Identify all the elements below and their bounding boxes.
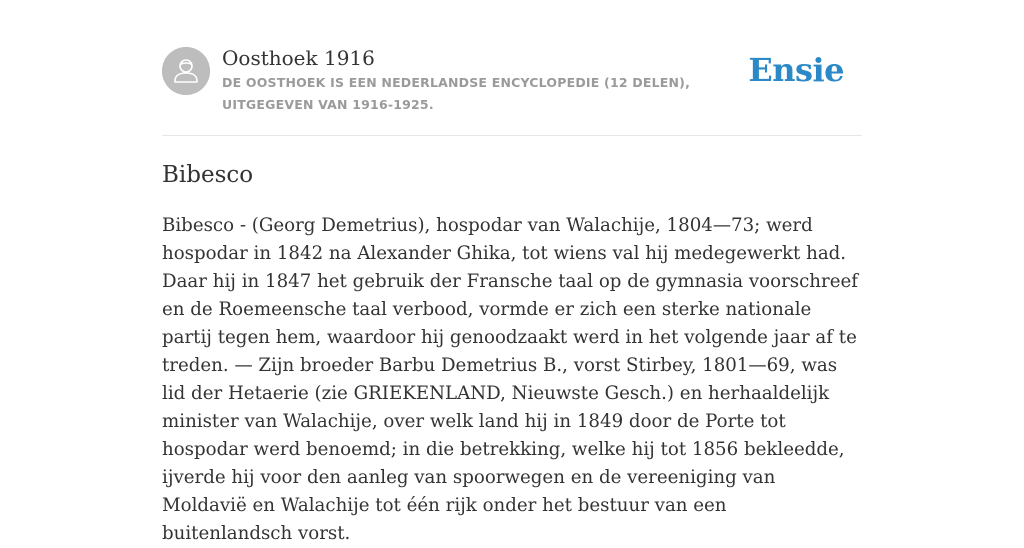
source-title-link[interactable]: Oosthoek 1916 [222,46,375,70]
ensie-logo-link[interactable]: Ensie [748,51,844,89]
entry-body: Bibesco - (Georg Demetrius), hospodar van Walachije, 1804—73; werd hospodar in 1842 na Alexander Ghika, tot wiens val hij medegewerkt had. Daar hij in 1847 het gebruik der Fransche taal op de gymnasia voorschreef en de Roemeensche taal verbood, vormde er zich een sterke nationale partij tegen hem, waardoor hij genoodzaakt werd in het volgende jaar af te treden. — Zijn broeder Barbu Demetrius B., vorst Stirbey, 1801—69, was lid der Hetaerie (zie GRIEKENLAND, Nieuwste Gesch.) en herhaaldelijk minister van Walachije, over welk land hij in 1849 door de Porte tot hospodar werd benoemd; in die betrekking, welke hij tot 1856 bekleedde, ijverde hij voor den aanleg van spoorwegen en de vereeniging van Moldavië en Walachije tot één rijk onder het bestuur van een buitenlandsch vorst. [162,215,858,544]
entry-title: Bibesco [162,162,254,188]
avatar-silhouette-icon [162,47,210,95]
source-description: DE OOSTHOEK IS EEN NEDERLANDSE ENCYCLOPEDIE (12 DELEN), UITGEGEVEN VAN 1916-1925. [222,75,691,112]
source-header [162,46,862,116]
header-divider [162,135,862,136]
user-avatar-icon[interactable] [162,47,210,95]
